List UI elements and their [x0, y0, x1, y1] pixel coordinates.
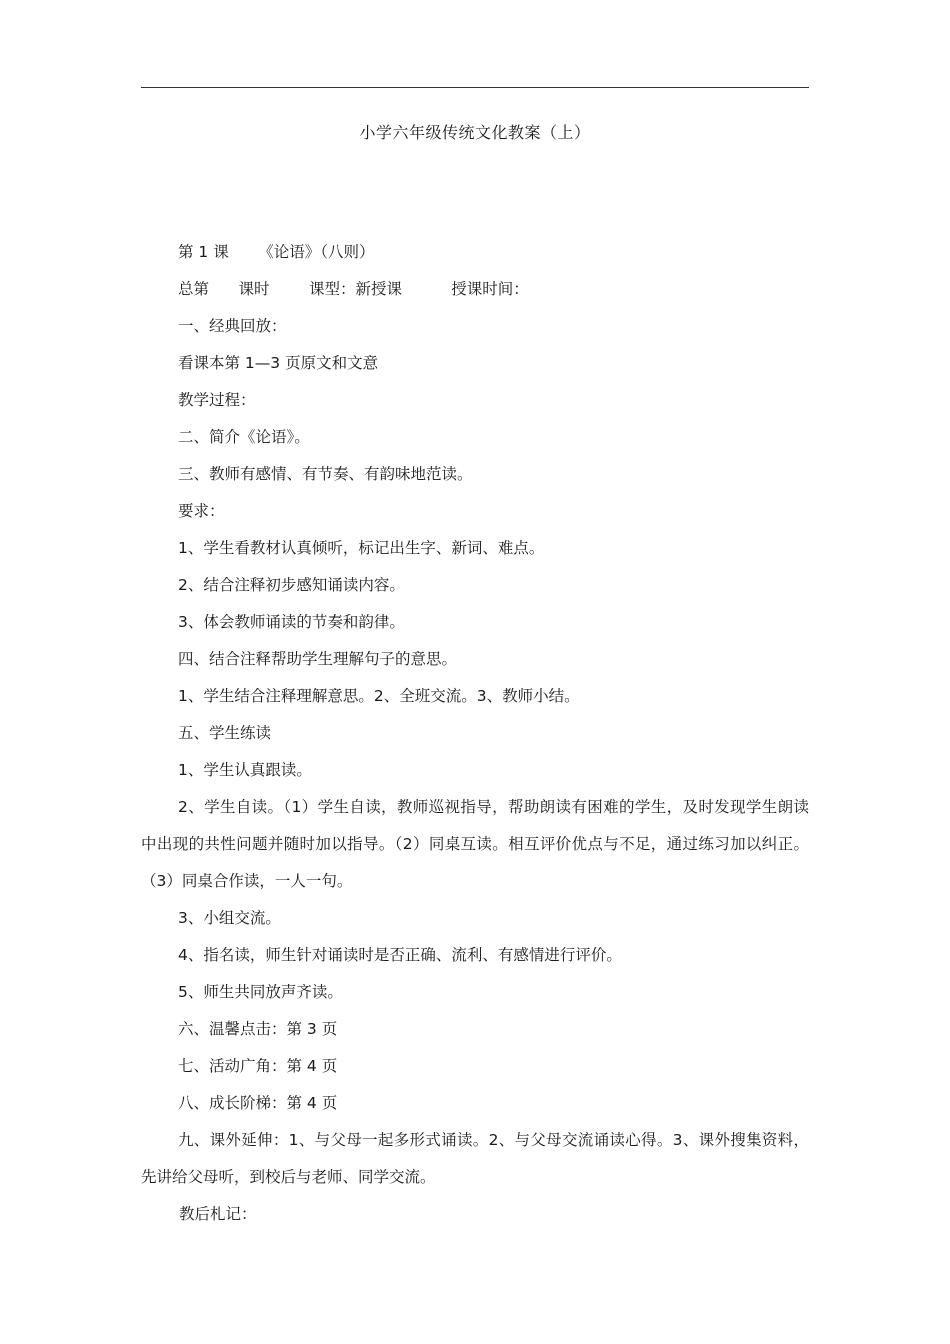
list-item: 2、结合注释初步感知诵读内容。 — [178, 576, 405, 594]
section-heading: 四、结合注释帮助学生理解句子的意思。 — [178, 650, 458, 668]
list-item: 4、指名读，师生针对诵读时是否正确、流利、有感情进行评价。 — [178, 946, 622, 964]
section-heading: 九、课外延伸：1、与父母一起多形式诵读。2、与父母交流诵读心得。3、课外搜集资料，先讲给父母听，到校后与老师、同学交流。 — [141, 1131, 809, 1186]
document-title: 小学六年级传统文化教案（上） — [359, 123, 591, 142]
list-item: 5、师生共同放声齐读。 — [178, 983, 343, 1001]
section-heading: 七、活动广角：第 4 页 — [178, 1057, 338, 1075]
lesson-meta: 总第 课时 课型：新授课 授课时间： — [178, 280, 529, 298]
list-item: 2、学生自读。（1）学生自读，教师巡视指导，帮助朗读有困难的学生，及时发现学生朗读中出现的共性问题并随时加以指导。（2）同桌互读。相互评价优点与不足，通过练习加以纠正。（3）同桌合作读，一人一句。 — [141, 798, 809, 890]
document-body — [141, 234, 809, 1233]
paragraph: 要求： — [178, 502, 225, 520]
list-item: 3、体会教师诵读的节奏和韵律。 — [178, 613, 405, 631]
section-heading: 二、简介《论语》。 — [178, 428, 310, 446]
list-item: 1、学生结合注释理解意思。2、全班交流。3、教师小结。 — [178, 687, 580, 705]
section-heading: 五、学生练读 — [178, 724, 272, 742]
section-heading: 六、温馨点击：第 3 页 — [178, 1020, 338, 1038]
section-heading: 一、经典回放： — [178, 317, 287, 335]
section-heading: 三、教师有感情、有节奏、有韵味地范读。 — [178, 465, 473, 483]
paragraph: 看课本第 1—3 页原文和文意 — [178, 354, 379, 372]
lesson-heading: 第 1 课 《论语》（八则） — [178, 243, 375, 261]
list-item: 3、小组交流。 — [178, 909, 281, 927]
afterword-label: 教后札记： — [179, 1205, 257, 1223]
list-item: 1、学生看教材认真倾听，标记出生字、新词、难点。 — [178, 539, 545, 557]
section-heading: 八、成长阶梯：第 4 页 — [178, 1094, 338, 1112]
list-item: 1、学生认真跟读。 — [178, 761, 312, 779]
header-rule — [141, 87, 809, 88]
section-heading: 教学过程： — [178, 391, 256, 409]
